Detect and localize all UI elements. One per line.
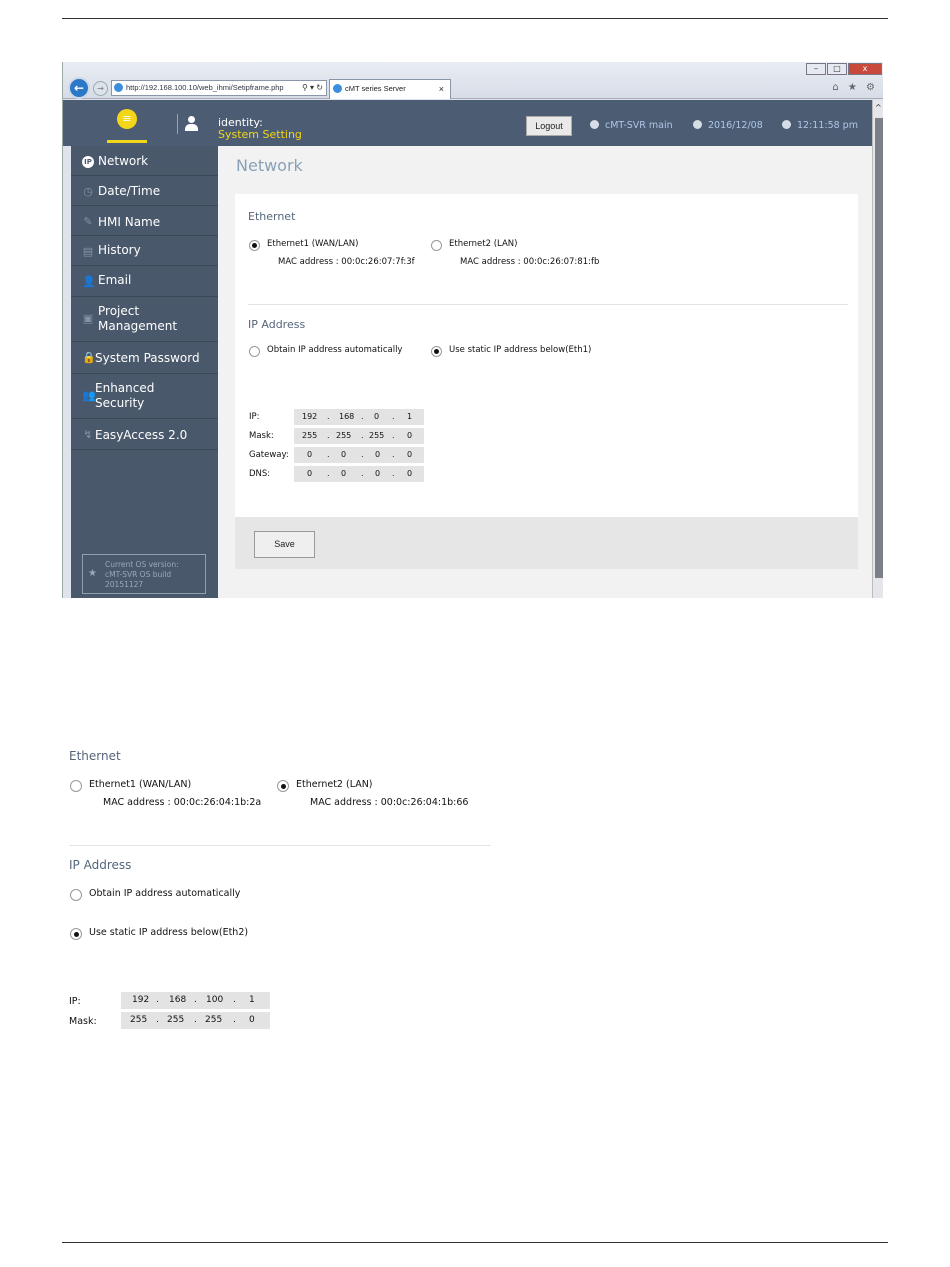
- dns-field-label: DNS:: [249, 469, 271, 479]
- mask-octet-2[interactable]: 255: [167, 1015, 185, 1025]
- ip-octet-3[interactable]: 100: [206, 995, 224, 1005]
- scrollbar-thumb[interactable]: [875, 118, 883, 578]
- page-scrollbar[interactable]: [872, 100, 883, 598]
- lock-icon: 🔒: [82, 351, 96, 364]
- time-text: 12:11:58 pm: [797, 120, 858, 131]
- ip-octet-4[interactable]: 1: [249, 995, 255, 1005]
- sidebar-item-label: Project: [98, 304, 140, 318]
- tab-title: cMT series Server: [345, 84, 406, 93]
- octet-dot: .: [361, 450, 364, 459]
- os-version-line1: Current OS version:: [105, 560, 179, 569]
- ie-icon: [333, 84, 342, 93]
- ip-address-section-title: IP Address: [248, 318, 306, 331]
- sidebar: [71, 146, 218, 598]
- action-bar: [235, 517, 858, 569]
- ethernet2-radio[interactable]: [431, 240, 442, 251]
- header-nav: [67, 100, 217, 146]
- users-icon: 👥: [82, 389, 96, 402]
- minimize-button[interactable]: –: [806, 63, 826, 75]
- gateway-octet-4[interactable]: 0: [407, 450, 413, 459]
- octet-dot: .: [361, 412, 364, 421]
- ip-octet-2[interactable]: 168: [339, 412, 355, 421]
- ip-address-section-title: IP Address: [69, 858, 132, 872]
- octet-dot: .: [156, 995, 159, 1005]
- easyaccess-icon: ↯: [83, 428, 93, 441]
- gateway-input[interactable]: [294, 447, 424, 463]
- ip-field-label: IP:: [69, 996, 81, 1007]
- ip-icon: IP: [82, 156, 94, 168]
- back-button[interactable]: [68, 77, 90, 99]
- octet-dot: .: [194, 995, 197, 1005]
- sidebar-item-label: System Password: [95, 351, 200, 365]
- forward-button[interactable]: [93, 81, 108, 96]
- sidebar-item-system-password[interactable]: [71, 342, 218, 374]
- dns-input[interactable]: [294, 466, 424, 482]
- mask-field-label: Mask:: [69, 1016, 97, 1027]
- obtain-auto-radio[interactable]: [249, 346, 260, 357]
- sidebar-item-enhanced-security[interactable]: [71, 374, 218, 419]
- main-content: [218, 146, 872, 598]
- mask-octet-1[interactable]: 255: [302, 431, 318, 440]
- user-icon[interactable]: [177, 114, 193, 134]
- gateway-octet-1[interactable]: 0: [307, 450, 313, 459]
- octet-dot: .: [327, 412, 330, 421]
- ethernet-section-title: Ethernet: [69, 749, 121, 763]
- ethernet2-radio[interactable]: [277, 780, 289, 792]
- maximize-button[interactable]: □: [827, 63, 847, 75]
- identity-label: identity:: [218, 116, 263, 129]
- menu-icon[interactable]: ≡: [117, 109, 137, 129]
- mask-input[interactable]: [294, 428, 424, 444]
- ip-octet-2[interactable]: 168: [169, 995, 187, 1005]
- ethernet2-label: Ethernet2 (LAN): [296, 779, 373, 790]
- ethernet2-label: Ethernet2 (LAN): [449, 239, 518, 249]
- ip-octet-3[interactable]: 0: [374, 412, 380, 421]
- clock-icon: [782, 120, 791, 129]
- ethernet2-mac: MAC address : 00:0c:26:04:1b:66: [310, 797, 469, 808]
- sidebar-item-label: Enhanced: [95, 381, 155, 395]
- project-icon: ▣: [82, 312, 94, 325]
- address-tools[interactable]: ⚲ ▾ ↻: [301, 83, 323, 92]
- ip-field-label: IP:: [249, 412, 260, 422]
- mask-octet-2[interactable]: 255: [336, 431, 352, 440]
- mask-input[interactable]: [121, 1012, 270, 1029]
- document-icon: ▤: [82, 245, 94, 258]
- sidebar-item-datetime[interactable]: [71, 176, 218, 206]
- identity-value: System Setting: [218, 128, 302, 141]
- dns-octet-3[interactable]: 0: [375, 469, 381, 478]
- date-info: [693, 120, 763, 131]
- page-title: Network: [236, 156, 303, 175]
- forward-arrow-icon: →: [97, 84, 104, 93]
- mask-octet-3[interactable]: 255: [369, 431, 385, 440]
- sidebar-item-label: Date/Time: [98, 184, 161, 198]
- browser-tab[interactable]: [329, 79, 451, 99]
- os-version-line3: 20151127: [105, 580, 144, 589]
- sidebar-item-email[interactable]: [71, 266, 218, 297]
- octet-dot: .: [327, 431, 330, 440]
- ethernet1-label: Ethernet1 (WAN/LAN): [89, 779, 192, 790]
- octet-dot: .: [392, 469, 395, 478]
- ip-octet-1[interactable]: 192: [302, 412, 318, 421]
- octet-dot: .: [361, 431, 364, 440]
- close-window-button[interactable]: x: [848, 63, 882, 75]
- static-ip-label: Use static IP address below(Eth1): [449, 345, 592, 355]
- octet-dot: .: [327, 450, 330, 459]
- app-header: [63, 100, 872, 146]
- browser-toolbar: [63, 62, 883, 99]
- device-info: [590, 120, 673, 131]
- clock-icon: ◷: [83, 185, 93, 198]
- sidebar-item-label: History: [98, 243, 141, 257]
- sidebar-item-easyaccess[interactable]: [71, 419, 218, 450]
- mask-octet-4[interactable]: 0: [407, 431, 413, 440]
- sidebar-item-label: Email: [98, 273, 132, 287]
- octet-dot: .: [361, 469, 364, 478]
- ethernet1-radio[interactable]: [249, 240, 260, 251]
- tab-close-icon[interactable]: ×: [438, 84, 444, 94]
- ethernet1-label: Ethernet1 (WAN/LAN): [267, 239, 359, 249]
- window-controls: [806, 63, 882, 75]
- date-text: 2016/12/08: [708, 120, 763, 131]
- logout-button[interactable]: Logout: [526, 116, 572, 136]
- ip-octet-4[interactable]: 1: [407, 412, 413, 421]
- octet-dot: .: [327, 469, 330, 478]
- octet-dot: .: [233, 995, 236, 1005]
- dns-octet-1[interactable]: 0: [307, 469, 313, 478]
- os-version-box: [82, 554, 206, 594]
- ip-input[interactable]: [121, 992, 270, 1009]
- page-top-rule: [62, 18, 888, 19]
- mask-octet-4[interactable]: 0: [249, 1015, 255, 1025]
- octet-dot: .: [392, 412, 395, 421]
- device-name: cMT-SVR main: [605, 120, 673, 131]
- pencil-icon: ✎: [83, 215, 93, 228]
- identity: [218, 117, 302, 141]
- eth2-settings-crop: [62, 740, 502, 1040]
- gateway-octet-3[interactable]: 0: [375, 450, 381, 459]
- octet-dot: .: [194, 1015, 197, 1025]
- static-ip-radio[interactable]: [70, 928, 82, 940]
- dns-octet-4[interactable]: 0: [407, 469, 413, 478]
- ethernet1-mac: MAC address : 00:0c:26:07:7f:3f: [278, 257, 415, 267]
- browser-screenshot: [62, 62, 883, 598]
- os-version-line2: cMT-SVR OS build: [105, 570, 172, 579]
- page-bottom-rule: [62, 1242, 888, 1243]
- ethernet2-mac: MAC address : 00:0c:26:07:81:fb: [460, 257, 600, 267]
- ethernet-section-title: Ethernet: [248, 210, 296, 223]
- star-icon: ★: [88, 568, 97, 579]
- sidebar-item-hmi-name[interactable]: [71, 206, 218, 236]
- save-button[interactable]: Save: [254, 531, 315, 558]
- octet-dot: .: [156, 1015, 159, 1025]
- scroll-up-icon[interactable]: ^: [875, 103, 882, 112]
- user-icon-body: [185, 124, 198, 131]
- ip-input[interactable]: [294, 409, 424, 425]
- sidebar-item-project-management[interactable]: [71, 297, 218, 342]
- sidebar-item-history[interactable]: [71, 236, 218, 266]
- dns-octet-2[interactable]: 0: [341, 469, 347, 478]
- mask-field-label: Mask:: [249, 431, 274, 441]
- section-divider: [69, 845, 491, 846]
- sidebar-item-label: Network: [98, 154, 149, 168]
- home-favorites-settings-icons[interactable]: ⌂ ★ ⚙: [832, 82, 878, 93]
- gateway-field-label: Gateway:: [249, 450, 289, 460]
- ie-icon: [114, 83, 123, 92]
- sidebar-item-network[interactable]: [71, 146, 218, 176]
- octet-dot: .: [392, 450, 395, 459]
- ethernet1-mac: MAC address : 00:0c:26:04:1b:2a: [103, 797, 262, 808]
- static-ip-radio[interactable]: [431, 346, 442, 357]
- mask-octet-1[interactable]: 255: [130, 1015, 148, 1025]
- network-panel: [235, 194, 858, 517]
- calendar-icon: [693, 120, 702, 129]
- device-icon: [590, 120, 599, 129]
- gateway-octet-2[interactable]: 0: [341, 450, 347, 459]
- sidebar-item-label: HMI Name: [98, 215, 161, 229]
- section-divider: [248, 304, 848, 305]
- octet-dot: .: [392, 431, 395, 440]
- menu-active-indicator: [107, 140, 147, 143]
- ethernet1-radio[interactable]: [70, 780, 82, 792]
- obtain-auto-label: Obtain IP address automatically: [89, 888, 241, 899]
- time-info: [782, 120, 858, 131]
- ip-octet-1[interactable]: 192: [132, 995, 150, 1005]
- back-arrow-icon: ←: [73, 81, 85, 95]
- mask-octet-3[interactable]: 255: [205, 1015, 223, 1025]
- sidebar-item-label: EasyAccess 2.0: [95, 428, 188, 442]
- user-icon-head: [188, 116, 195, 123]
- octet-dot: .: [233, 1015, 236, 1025]
- url-text: http://192.168.100.10/web_ihmi/Setipframe.php: [126, 83, 284, 92]
- address-bar[interactable]: [111, 80, 327, 96]
- obtain-auto-label: Obtain IP address automatically: [267, 345, 403, 355]
- obtain-auto-radio[interactable]: [70, 889, 82, 901]
- person-icon: 👤: [82, 275, 96, 288]
- sidebar-item-label-line2: Security: [95, 396, 145, 410]
- static-ip-label: Use static IP address below(Eth2): [89, 927, 249, 938]
- sidebar-item-label-line2: Management: [98, 319, 178, 333]
